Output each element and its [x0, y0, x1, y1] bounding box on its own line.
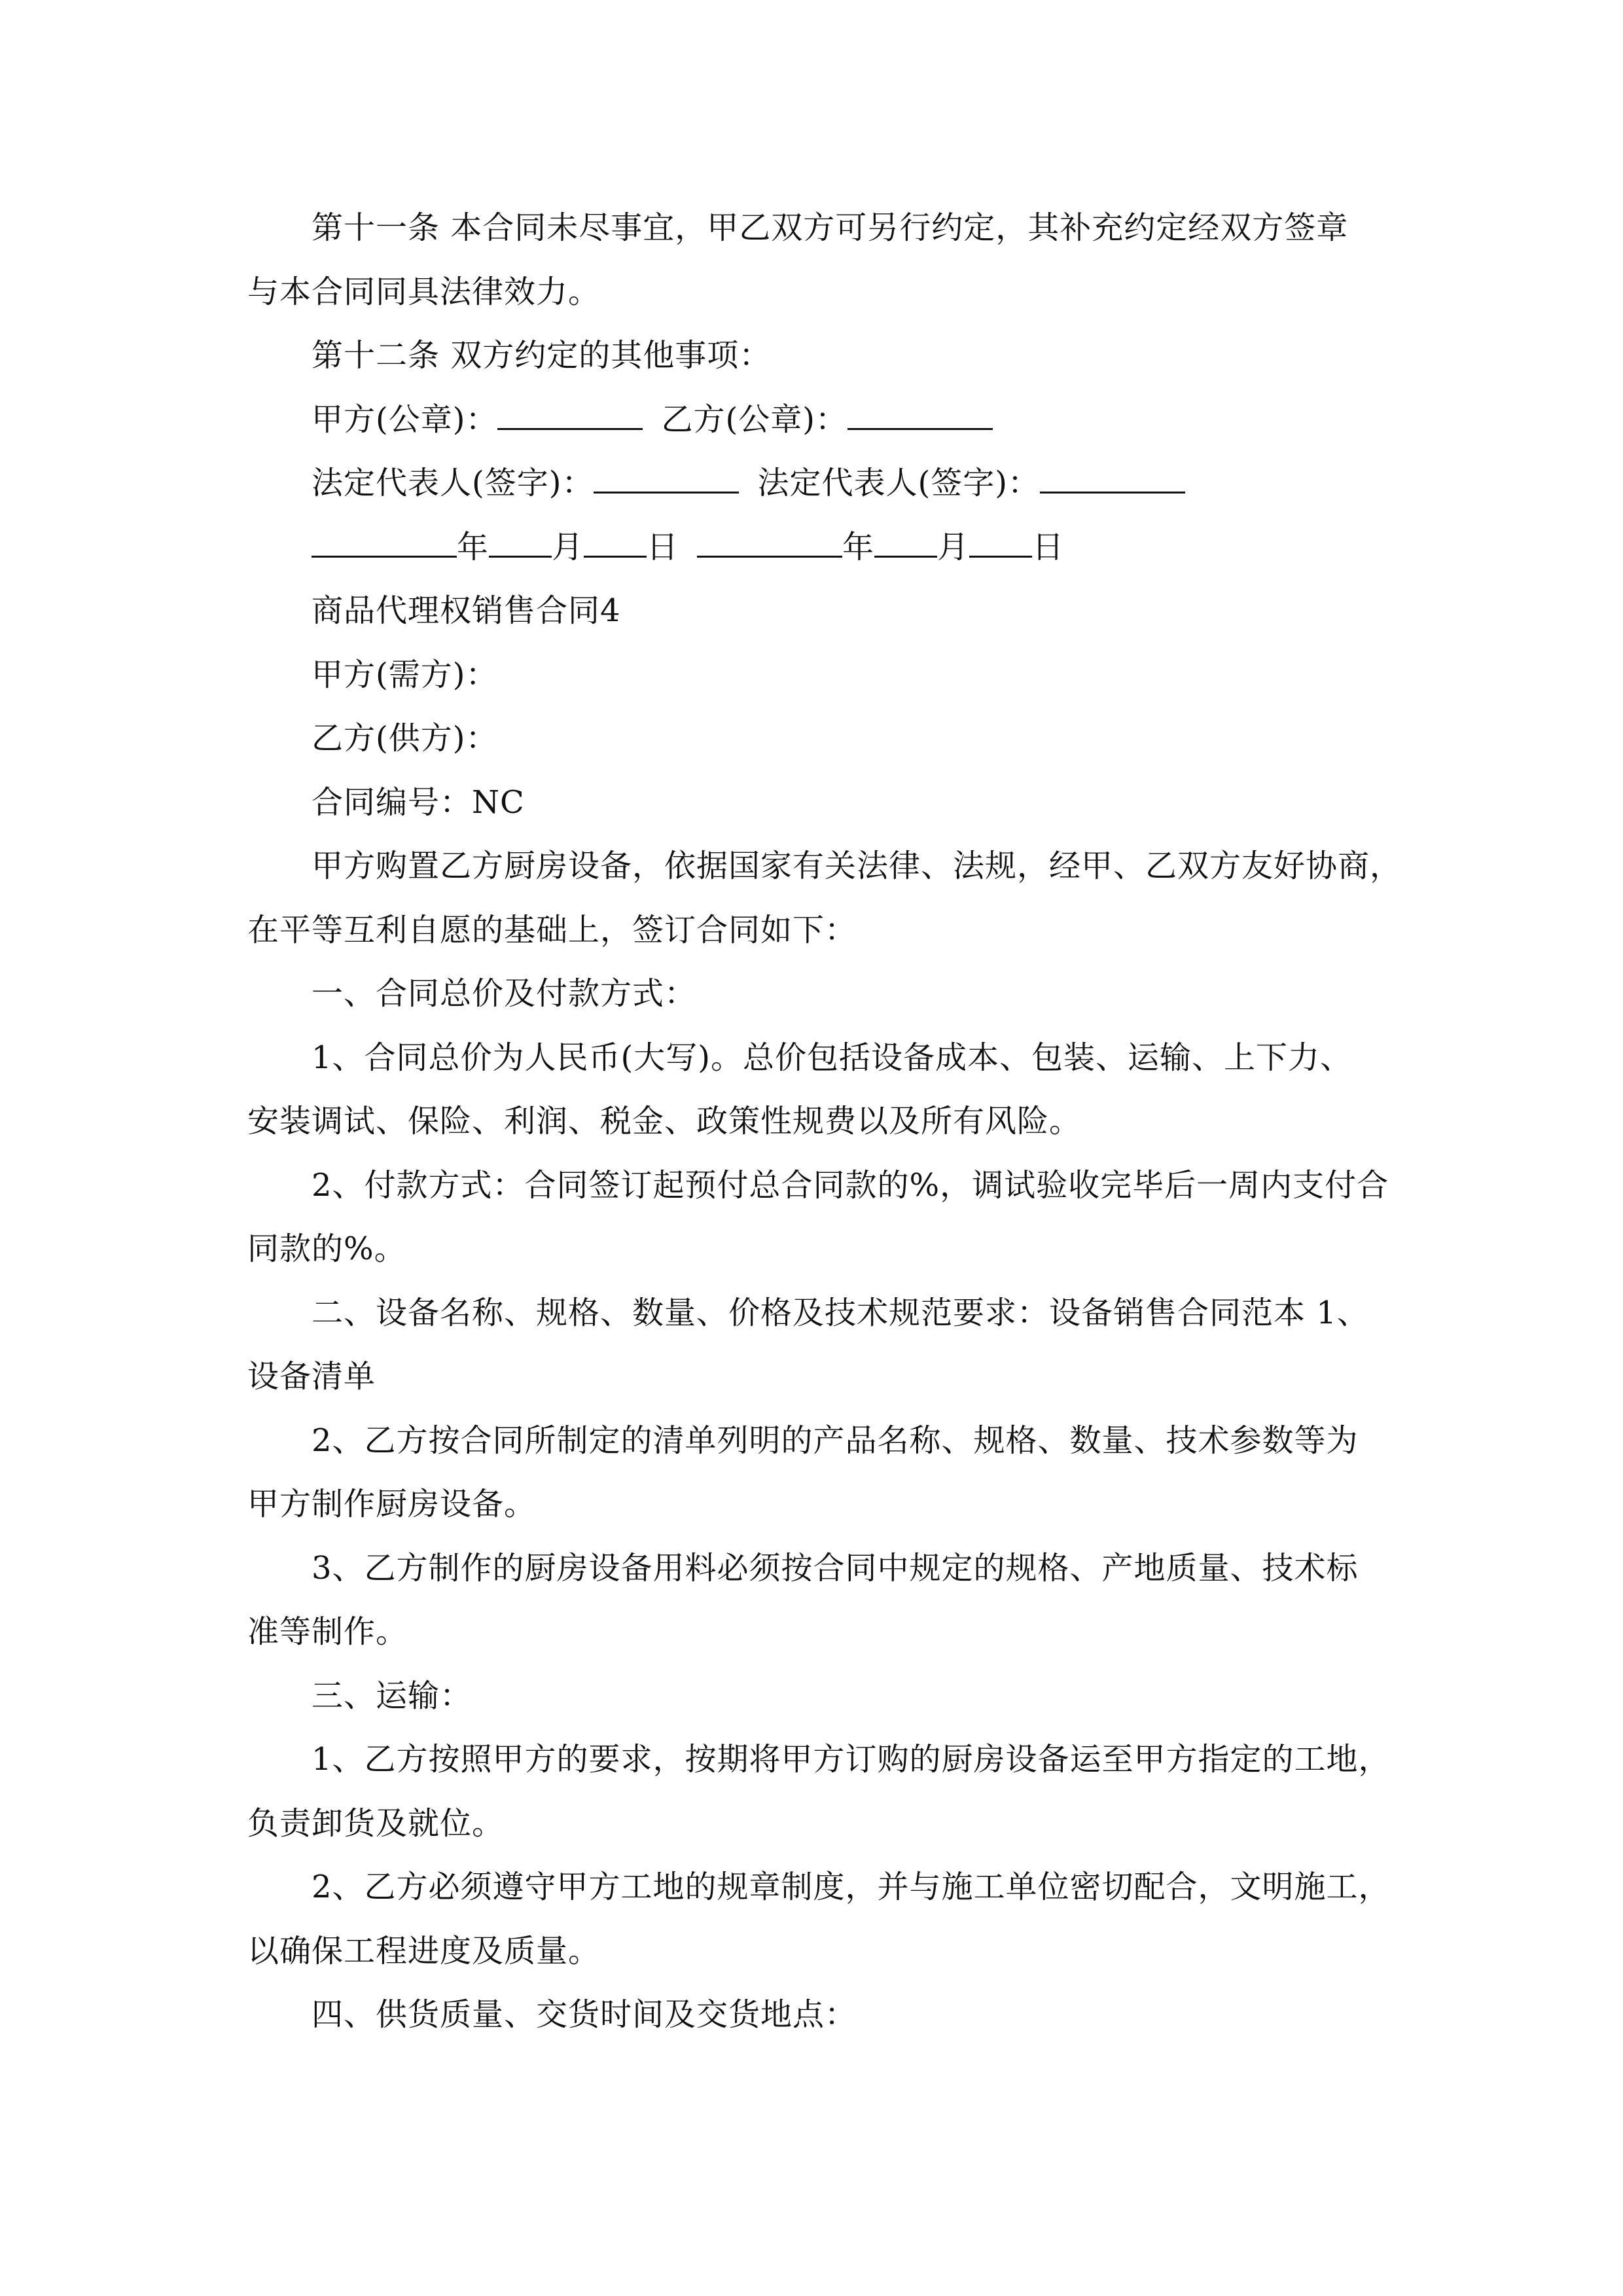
section-2-item-2-line-2: 甲方制作厨房设备。: [247, 1486, 537, 1522]
section-4-heading: 四、供货质量、交货时间及交货地点：: [312, 1996, 857, 2033]
section-2-item-2-line-1: 2、乙方按合同所制定的清单列明的产品名称、规格、数量、技术参数等为: [312, 1422, 1359, 1459]
party-a-month-label: 月: [552, 528, 584, 565]
contract-number: 合同编号：NC: [312, 783, 525, 821]
party-b-year-label: 年: [842, 528, 875, 565]
article-11-line-1: 第十一条 本合同未尽事宜，甲乙双方可另行约定，其补充约定经双方签章: [312, 209, 1349, 246]
party-a-representative-label: 法定代表人(签字)：: [312, 465, 594, 501]
article-12: 第十二条 双方约定的其他事项：: [312, 337, 772, 374]
document-body: [247, 196, 1402, 2047]
preamble-line-1: 甲方购置乙方厨房设备，依据国家有关法律、法规，经甲、乙双方友好协商，: [312, 848, 1402, 884]
section-3-item-2-line-1: 2、乙方必须遵守甲方工地的规章制度，并与施工单位密切配合，文明施工，: [312, 1869, 1391, 1905]
party-b-month-blank[interactable]: [874, 529, 937, 558]
party-b-day-blank[interactable]: [969, 529, 1032, 558]
section-3-item-1-line-2: 负责卸货及就位。: [247, 1804, 505, 1842]
section-2-heading: 二、设备名称、规格、数量、价格及技术规范要求：设备销售合同范本 1、: [312, 1294, 1369, 1331]
article-11-line-2: 与本合同同具法律效力。: [247, 273, 601, 310]
representative-signature-line: [247, 452, 1378, 516]
party-a-buyer: 甲方(需方)：: [312, 656, 498, 693]
section-2-item-3-line-1: 3、乙方制作的厨房设备用料必须按合同中规定的规格、产地质量、技术标: [312, 1549, 1359, 1587]
party-a-seal-label: 甲方(公章)：: [312, 401, 498, 438]
section-1-item-2-line-2: 同款的%。: [247, 1230, 406, 1267]
section-1-item-1-line-1: 1、合同总价为人民币(大写)。总价包括设备成本、包装、运输、上下力、: [312, 1039, 1352, 1076]
section-3-item-1-line-1: 1、乙方按照甲方的要求，按期将甲方订购的厨房设备运至甲方指定的工地，: [312, 1741, 1391, 1778]
party-b-supplier: 乙方(供方)：: [312, 720, 498, 757]
party-b-seal-blank[interactable]: [847, 402, 993, 430]
section-2-item-3-line-2: 准等制作。: [247, 1613, 408, 1650]
preamble-line-2: 在平等互利自愿的基础上，签订合同如下：: [247, 911, 857, 948]
party-a-day-label: 日: [647, 528, 679, 565]
date-line: [247, 516, 1378, 580]
party-b-representative-blank[interactable]: [1040, 465, 1185, 493]
party-b-year-blank[interactable]: [697, 529, 842, 558]
party-b-representative-label: 法定代表人(签字)：: [757, 465, 1040, 501]
party-b-seal-label: 乙方(公章)：: [661, 401, 847, 438]
party-a-seal-blank[interactable]: [497, 402, 643, 430]
section-2-heading-cont: 设备清单: [247, 1358, 376, 1395]
section-1-item-1-line-2: 安装调试、保险、利润、税金、政策性规费以及所有风险。: [247, 1103, 1082, 1139]
section-3-item-2-line-2: 以确保工程进度及质量。: [247, 1932, 601, 1969]
section-1-item-2-line-1: 2、付款方式：合同签订起预付总合同款的%，调试验收完毕后一周内支付合: [312, 1166, 1389, 1204]
section-3-heading: 三、运输：: [312, 1677, 473, 1714]
party-a-year-label: 年: [457, 528, 490, 565]
party-a-year-blank[interactable]: [312, 529, 457, 558]
party-b-month-label: 月: [937, 528, 970, 565]
party-a-day-blank[interactable]: [584, 529, 647, 558]
party-b-day-label: 日: [1032, 528, 1065, 565]
section-1-heading: 一、合同总价及付款方式：: [312, 975, 697, 1012]
party-a-month-blank[interactable]: [489, 529, 552, 558]
party-a-representative-blank[interactable]: [594, 465, 739, 493]
contract-title: 商品代理权销售合同4: [312, 592, 621, 629]
seal-signature-line: [247, 388, 1378, 452]
